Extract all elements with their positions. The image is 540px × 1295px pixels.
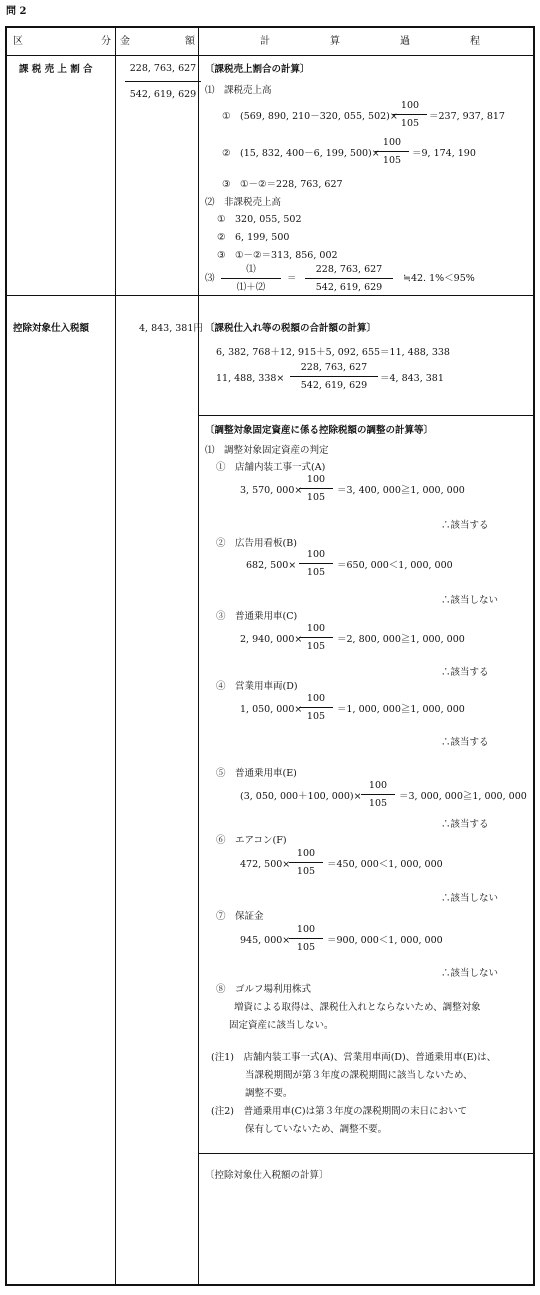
amount-numerator: 228, 763, 627 bbox=[129, 63, 197, 74]
fraction bbox=[393, 101, 427, 128]
calc-line: ① (569, 890, 210－320, 055, 502)× bbox=[222, 111, 398, 122]
calc-line: ⑴ 課税売上高 bbox=[205, 85, 272, 96]
header-kubun-b: 分 bbox=[101, 36, 111, 47]
header-calc-1: 計 bbox=[260, 36, 270, 47]
fraction-denominator: 105 bbox=[299, 637, 333, 652]
asset-head: ⑧ ゴルフ場利用株式 bbox=[216, 984, 312, 995]
calc-result: ＝9, 174, 190 bbox=[412, 148, 476, 159]
asset-result: ＝900, 000＜1, 000, 000 bbox=[327, 935, 443, 946]
asset-calc: 682, 500× bbox=[246, 560, 297, 571]
asset-conclusion: ∴該当しない bbox=[441, 893, 499, 904]
fraction bbox=[289, 849, 323, 876]
fraction-denominator: 105 bbox=[299, 563, 333, 578]
asset-head: ④ 営業用車両(D) bbox=[216, 681, 298, 692]
calc-line: ⑵ 非課税売上高 bbox=[205, 197, 282, 208]
asset-result: ＝1, 000, 000≧1, 000, 000 bbox=[337, 704, 465, 715]
calc-line: 6, 382, 768＋12, 915＋5, 092, 655＝11, 488, 338 bbox=[216, 347, 450, 358]
fraction bbox=[221, 265, 281, 292]
calc-line: ① 320, 055, 502 bbox=[217, 214, 302, 225]
fraction bbox=[299, 475, 333, 502]
asset-result: ＝3, 400, 000≧1, 000, 000 bbox=[337, 485, 465, 496]
calc-result: ≒42. 1%＜95% bbox=[403, 273, 475, 284]
asset-head: ③ 普通乗用車(C) bbox=[216, 611, 298, 622]
asset-head: ⑤ 普通乗用車(E) bbox=[216, 768, 297, 779]
fraction-numerator: 100 bbox=[306, 623, 326, 634]
asset-head: ⑥ エアコン(F) bbox=[216, 835, 287, 846]
row-label-taxable-ratio: 課 税 売 上 割 合 bbox=[19, 64, 93, 75]
calc-result: ＝4, 843, 381 bbox=[380, 373, 444, 384]
calc-line: ② 6, 199, 500 bbox=[217, 232, 290, 243]
question-label: 問 2 bbox=[6, 6, 27, 17]
fraction-numerator: 228, 763, 627 bbox=[315, 264, 383, 275]
fraction-numerator: ⑴ bbox=[246, 264, 256, 275]
fraction-numerator: 228, 763, 627 bbox=[300, 362, 368, 373]
asset-result: ＝650, 000＜1, 000, 000 bbox=[337, 560, 453, 571]
calc-result: ＝237, 937, 817 bbox=[429, 111, 505, 122]
fraction-denominator: 105 bbox=[289, 938, 323, 953]
fraction bbox=[299, 694, 333, 721]
header-kingaku-b: 額 bbox=[185, 36, 195, 47]
equals: ＝ bbox=[287, 273, 297, 284]
header-divider bbox=[7, 55, 533, 56]
fraction-denominator: 105 bbox=[299, 707, 333, 722]
calc-line: ③ ①－②＝313, 856, 002 bbox=[217, 250, 338, 261]
section-title: 〔課税仕入れ等の税額の合計額の計算〕 bbox=[205, 323, 377, 334]
fraction-numerator: 100 bbox=[296, 848, 316, 859]
fraction-numerator: 100 bbox=[368, 780, 388, 791]
row-divider bbox=[7, 295, 533, 296]
calc-line: ⑴ 調整対象固定資産の判定 bbox=[205, 445, 329, 456]
fraction-numerator: 100 bbox=[306, 693, 326, 704]
header-calc-3: 過 bbox=[400, 36, 410, 47]
calc-line: ② (15, 832, 400－6, 199, 500)× bbox=[222, 148, 380, 159]
asset-note: 増資による取得は、課税仕入れとならないため、調整対象 bbox=[234, 1002, 481, 1013]
section-title: 〔調整対象固定資産に係る控除税額の調整の計算等〕 bbox=[205, 425, 434, 436]
fraction-numerator: 100 bbox=[306, 549, 326, 560]
header-kubun-a: 区 bbox=[13, 36, 23, 47]
section-divider bbox=[198, 415, 533, 416]
asset-conclusion: ∴該当しない bbox=[441, 595, 499, 606]
asset-conclusion: ∴該当する bbox=[441, 737, 489, 748]
fraction-denominator: 542, 619, 629 bbox=[305, 278, 393, 293]
note-1: (注1) 店舗内装工事一式(A)、営業用車両(D)、普通乗用車(E)は、 bbox=[211, 1052, 497, 1063]
column-divider bbox=[198, 28, 199, 1284]
asset-conclusion: ∴該当する bbox=[441, 520, 489, 531]
asset-calc: 472, 500× bbox=[240, 859, 291, 870]
fraction-denominator: 542, 619, 629 bbox=[290, 376, 378, 391]
asset-calc: 1, 050, 000× bbox=[240, 704, 303, 715]
section-title: 〔課税売上割合の計算〕 bbox=[205, 64, 310, 75]
asset-calc: 945, 000× bbox=[240, 935, 291, 946]
fraction-numerator: 100 bbox=[382, 137, 402, 148]
asset-note: 固定資産に該当しない。 bbox=[229, 1020, 334, 1031]
row-label-deductible-tax: 控除対象仕入税額 bbox=[13, 323, 90, 334]
fraction bbox=[299, 550, 333, 577]
fraction bbox=[299, 624, 333, 651]
amount-value: 4, 843, 381円 bbox=[139, 323, 203, 334]
asset-calc: (3, 050, 000＋100, 000)× bbox=[240, 791, 362, 802]
asset-calc: 3, 570, 000× bbox=[240, 485, 303, 496]
asset-result: ＝3, 000, 000≧1, 000, 000 bbox=[399, 791, 527, 802]
asset-conclusion: ∴該当しない bbox=[441, 968, 499, 979]
header-calc-4: 程 bbox=[470, 36, 480, 47]
note-2-cont: 保有していないため、調整不要。 bbox=[245, 1124, 388, 1135]
amount-fraction bbox=[125, 64, 201, 99]
asset-result: ＝2, 800, 000≧1, 000, 000 bbox=[337, 634, 465, 645]
asset-conclusion: ∴該当する bbox=[441, 819, 489, 830]
fraction-denominator: 105 bbox=[299, 488, 333, 503]
header-kingaku-a: 金 bbox=[120, 36, 130, 47]
asset-head: ② 広告用看板(B) bbox=[216, 538, 297, 549]
fraction bbox=[289, 925, 323, 952]
fraction bbox=[361, 781, 395, 808]
asset-calc: 2, 940, 000× bbox=[240, 634, 303, 645]
fraction bbox=[375, 138, 409, 165]
calc-line: 11, 488, 338× bbox=[216, 373, 285, 384]
fraction-denominator: 105 bbox=[361, 794, 395, 809]
fraction-denominator: ⑴＋⑵ bbox=[221, 278, 281, 293]
fraction-numerator: 100 bbox=[296, 924, 316, 935]
calc-line: ③ ①－②＝228, 763, 627 bbox=[222, 179, 343, 190]
answer-table bbox=[5, 26, 535, 1286]
asset-head: ⑦ 保証金 bbox=[216, 911, 264, 922]
fraction-denominator: 105 bbox=[289, 862, 323, 877]
fraction-numerator: 100 bbox=[400, 100, 420, 111]
asset-result: ＝450, 000＜1, 000, 000 bbox=[327, 859, 443, 870]
fraction-denominator: 105 bbox=[375, 151, 409, 166]
fraction-denominator: 105 bbox=[393, 114, 427, 129]
calc-line: ⑶ bbox=[205, 273, 215, 284]
header-calc-2: 算 bbox=[330, 36, 340, 47]
fraction-numerator: 100 bbox=[306, 474, 326, 485]
fraction bbox=[305, 265, 393, 292]
section-title: 〔控除対象仕入税額の計算〕 bbox=[205, 1170, 329, 1181]
note-2: (注2) 普通乗用車(C)は第３年度の課税期間の末日において bbox=[211, 1106, 468, 1117]
asset-conclusion: ∴該当する bbox=[441, 667, 489, 678]
fraction bbox=[290, 363, 378, 390]
column-divider bbox=[115, 28, 116, 1284]
asset-head: ① 店舗内装工事一式(A) bbox=[216, 462, 326, 473]
amount-denominator: 542, 619, 629 bbox=[125, 81, 201, 100]
note-1-cont: 当課税期間が第３年度の課税期間に該当しないため、 bbox=[245, 1070, 473, 1081]
note-1-cont: 調整不要。 bbox=[245, 1088, 293, 1099]
section-divider bbox=[198, 1153, 533, 1154]
